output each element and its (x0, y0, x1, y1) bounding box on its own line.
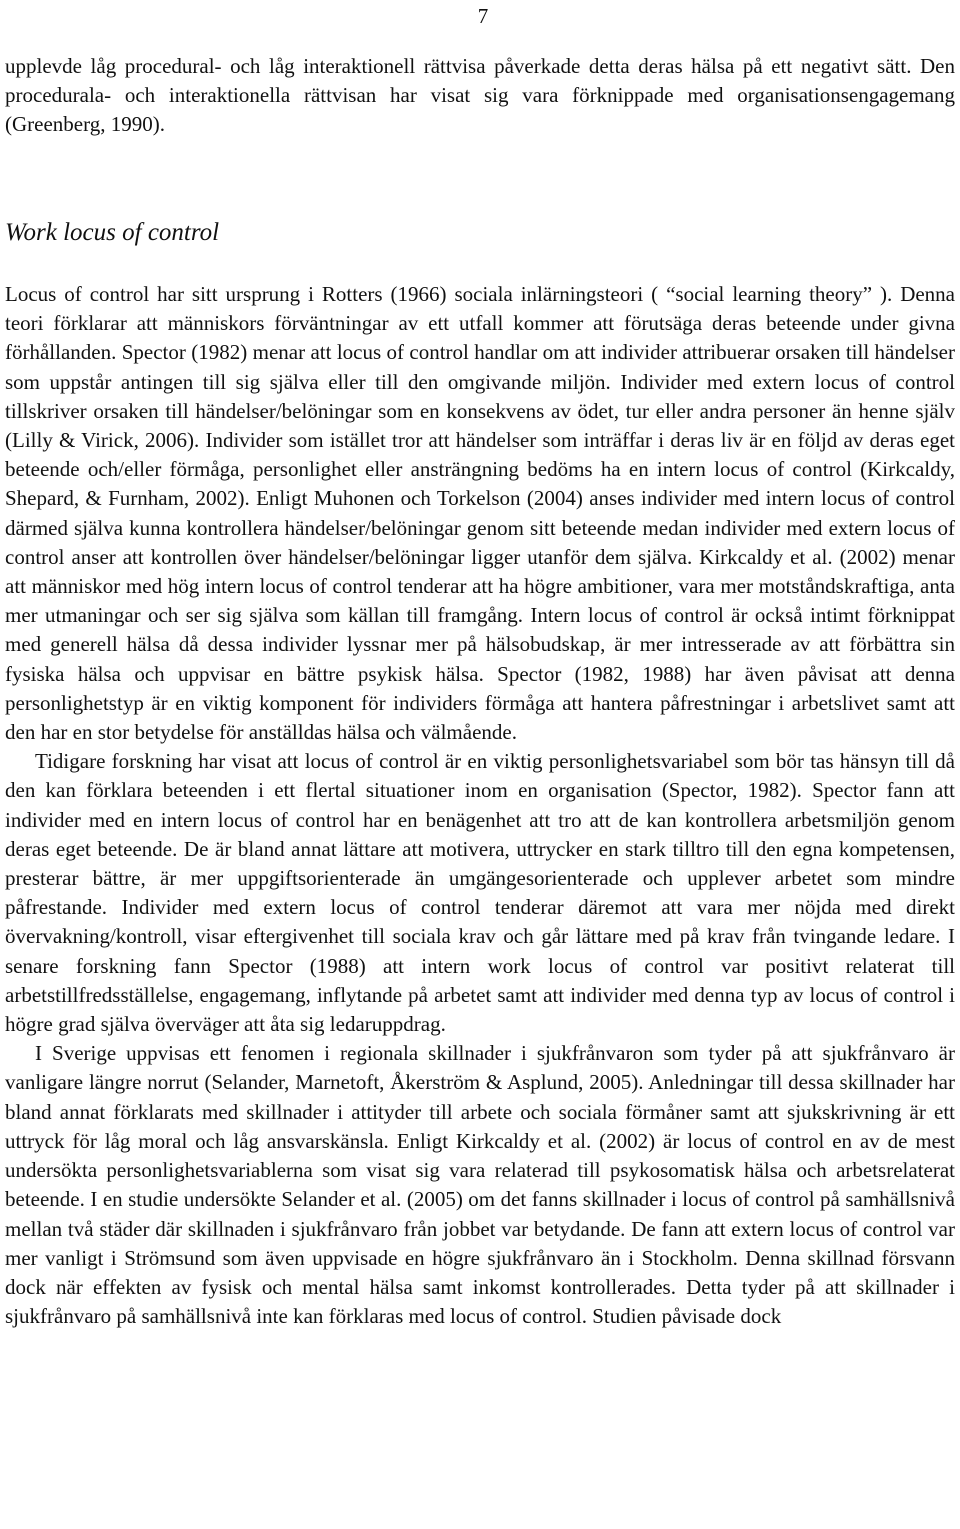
intro-paragraph: upplevde låg procedural- och låg interaktionell rättvisa påverkade detta deras hälsa på ett negativt sätt. Den procedurala- och interaktionella rättvisan har visat sig vara förknippade med organisationsengagemang (Greenberg, 1990). (5, 54, 955, 137)
body-text-block (5, 280, 955, 1331)
paragraph-2: Tidigare forskning har visat att locus of control är en viktig personlighetsvariabel som bör tas hänsyn till då den kan förklara beteenden i ett flertal situationer inom en organisation (Spector, 1982). Spector fann att individer med en intern locus of control har en benägenhet att tro att de kan kontrollera arbetsmiljön genom deras eget beteende. De är bland annat lättare att motivera, uttrycker en stark tilltro till den egna kompetensen, presterar bättre, är mer uppgiftsorienterade än umgängesorienterade och upplever arbetet som mindre påfrestande. Individer med extern locus of control tenderar däremot att vara mer nöjda med direkt övervakning/kontroll, visar eftergivenhet till sociala krav och går lättare med på krav från tvingande ledare. I senare forskning fann Spector (1988) att intern work locus of control var positivt relaterat till arbetstillfredsställelse, engagemang, inflytande på arbetet samt att individer med denna typ av locus of control i högre grad själva överväger att åta sig ledaruppdrag. (5, 749, 955, 1037)
paragraph-1: Locus of control har sitt ursprung i Rotters (1966) sociala inlärningsteori ( “social learning theory” ). Denna teori förklarar att människors förväntningar av ett utfall kommer att förutsäga deras beteende under givna förhållanden. Spector (1982) menar att locus of control handlar om att individer attribuerar orsaken till händelser som uppstår antingen till sig själva eller till den omgivande miljön. Individer med extern locus of control tillskriver orsaken till händelser/belöningar som en konsekvens av ödet, tur eller andra personer än henne själv (Lilly & Virick, 2006). Individer som istället tror att händelser som inträffar i deras liv är en följd av deras eget beteende och/eller förmåga, personlighet eller ansträngning bedöms ha en intern locus of control (Kirkcaldy, Shepard, & Furnham, 2002). Enligt Muhonen och Torkelson (2004) anses individer med intern locus of control därmed själva kunna kontrollera händelser/belöningar genom sitt beteende medan individer med extern locus of control anser att kontrollen över händelser/belöningar ligger utanför dem själva. Kirkcaldy et al. (2002) menar att människor med hög intern locus of control tenderar att ha högre ambitioner, vara mer motståndskraftiga, anta mer utmaningar och ser sig själva som källan till framgång. Intern locus of control är också intimt förknippat med generell hälsa då dessa individer lyssnar mer på hälsobudskap, är mer intresserade av att förbättra sin fysiska hälsa och uppvisar en bättre psykisk hälsa. Spector (1982, 1988) har även påvisat att denna personlighetstyp är en viktig komponent för individers förmåga att hantera påfrestningar i arbetslivet samt att den har en stor betydelse för anställdas hälsa och välmående. (5, 282, 955, 745)
intro-text-block (5, 52, 955, 140)
page-number: 7 (477, 4, 489, 28)
section-heading: Work locus of control (5, 219, 220, 246)
paragraph-3: I Sverige uppvisas ett fenomen i regionala skillnader i sjukfrånvaron som tyder på att sjukfrånvaro är vanligare längre norrut (Selander, Marnetoft, Åkerström & Asplund, 2005). Anledningar till dessa skillnader har bland annat förklarats med skillnader i attityder till arbete och sociala förmåner samt att sjukskrivning är ett uttryck för låg moral och låg ansvarskänsla. Enligt Kirkcaldy et al. (2002) är locus of control en av de mest undersökta personlighetsvariablerna som visat sig vara relaterad till psykosomatisk hälsa och arbetsrelaterat beteende. I en studie undersökte Selander et al. (2005) om det fanns skillnader i locus of control på samhällsnivå mellan två städer där skillnaden i sjukfrånvaro från jobbet var betydande. De fann att extern locus of control var mer vanligt i Strömsund som även uppvisade en högre sjukfrånvaro än i Stockholm. Denna skillnad försvann dock när effekten av fysisk och mental hälsa samt inkomst kontrollerades. Detta tyder på att skillnader i sjukfrånvaro på samhällsnivå inte kan förklaras med locus of control. Studien påvisade dock (5, 1041, 955, 1329)
